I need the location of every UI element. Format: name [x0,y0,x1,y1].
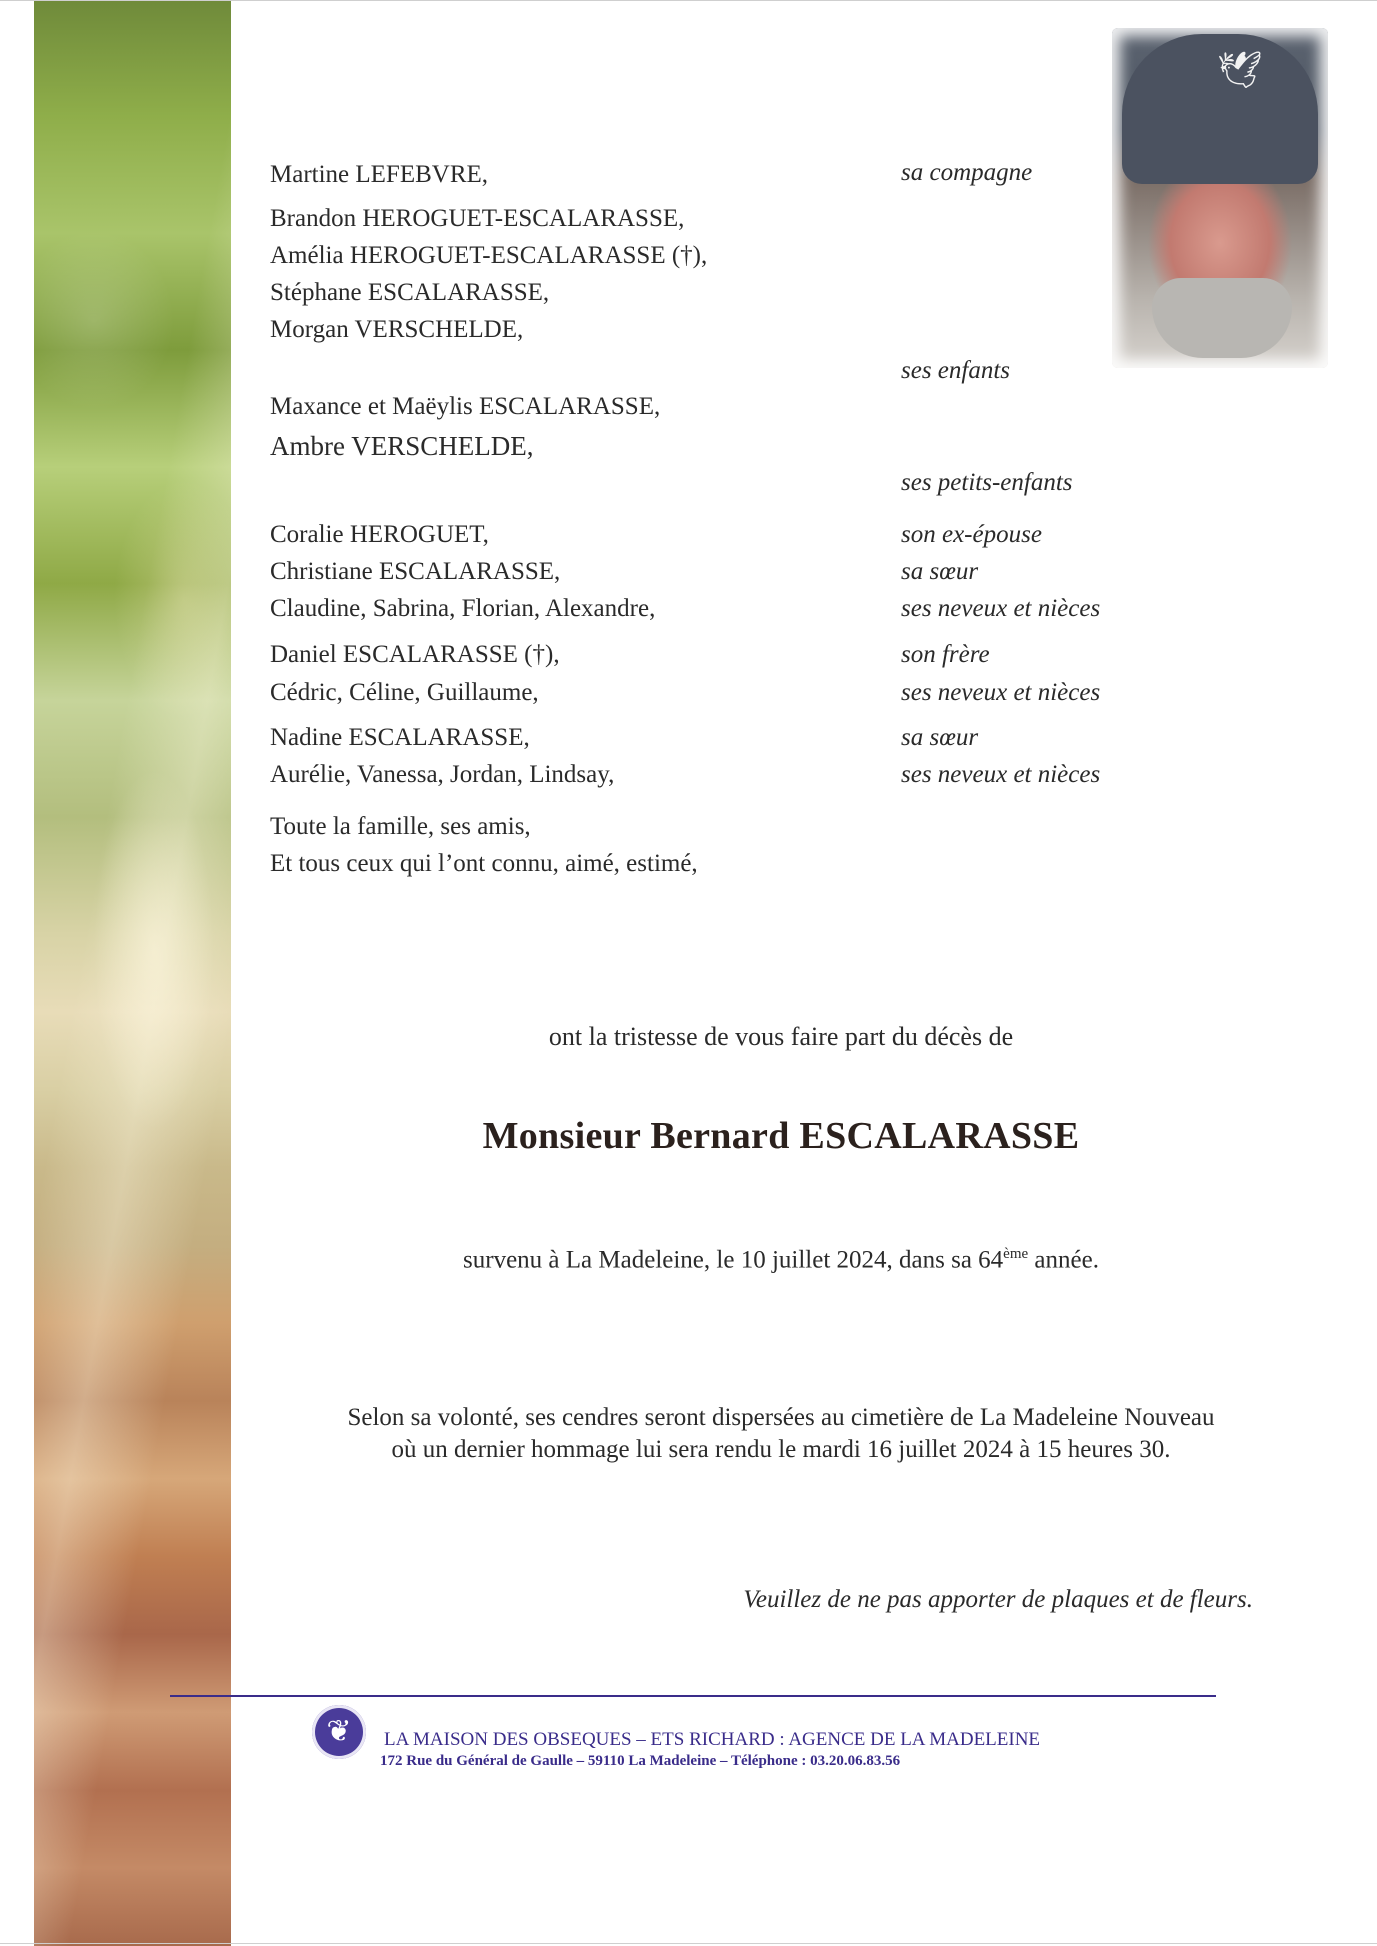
family-name-3: Amélia HEROGUET-ESCALARASSE (†), [270,242,708,269]
death-details-text: survenu à La Madeleine, le 10 juillet 2024, dans sa 64 [463,1246,1004,1274]
family-line-all: Et tous ceux qui l’ont connu, aimé, estimé, [270,850,698,877]
top-edge-line [0,0,1377,1]
family-name-13: Nadine ESCALARASSE, [270,724,530,751]
announcement-text: ont la tristesse de vous faire part du décès de [548,1022,1014,1051]
family-name-12: Cédric, Céline, Guillaume, [270,679,539,706]
ceremony-text [231,1402,1331,1466]
family-name-2: Brandon HEROGUET-ESCALARASSE, [270,205,685,232]
tree-logo-icon: ❦ [312,1705,366,1759]
death-details-end: année. [1028,1246,1099,1274]
family-name-11: Daniel ESCALARASSE (†), [270,641,560,668]
relation-nephews-3: ses neveux et nièces [901,761,1101,788]
relation-sister-1: sa sœur [901,558,979,585]
death-ordinal-suffix: ème [1003,1246,1029,1262]
relation-ex-wife: son ex-épouse [901,521,1042,548]
funeral-home-name: LA MAISON DES OBSEQUES – ETS RICHARD : AGENCE DE LA MADELEINE [384,1729,1041,1750]
footer-divider [170,1695,1216,1697]
family-name-14: Aurélie, Vanessa, Jordan, Lindsay, [270,761,615,788]
relation-grandchildren: ses petits-enfants [901,469,1073,496]
death-details [231,1246,1331,1274]
family-name-9: Christiane ESCALARASSE, [270,558,561,585]
funeral-home-address: 172 Rue du Général de Gaulle – 59110 La Madeleine – Téléphone : 03.20.06.83.56 [380,1753,901,1769]
ceremony-line-1: Selon sa volonté, ses cendres seront dispersées au cimetière de La Madeleine Nouveau [347,1404,1215,1431]
forest-decoration [34,0,231,1946]
relation-children: ses enfants [901,357,1011,384]
beard-shape [1152,278,1292,358]
flowers-request: Veuillez de ne pas apporter de plaques et de fleurs. [743,1586,1253,1613]
family-name-10: Claudine, Sabrina, Florian, Alexandre, [270,595,656,622]
family-name-7: Ambre VERSCHELDE, [270,431,534,461]
family-name-4: Stéphane ESCALARASSE, [270,279,550,306]
ceremony-line-2: où un dernier hommage lui sera rendu le mardi 16 juillet 2024 à 15 heures 30. [391,1436,1171,1463]
family-name-8: Coralie HEROGUET, [270,521,489,548]
family-line-friends: Toute la famille, ses amis, [270,813,531,840]
relation-sister-2: sa sœur [901,724,979,751]
bottom-edge-line [0,1943,1377,1944]
family-name-5: Morgan VERSCHELDE, [270,316,524,343]
relation-1: sa compagne [901,159,1033,186]
relation-nephews-1: ses neveux et nièces [901,595,1101,622]
family-name-1: Martine LEFEBVRE, [270,161,489,188]
relation-brother: son frère [901,641,990,668]
bird-emblem-icon: 🕊 [1217,50,1263,90]
family-name-6: Maxance et Maëylis ESCALARASSE, [270,393,661,420]
relation-nephews-2: ses neveux et nièces [901,679,1101,706]
portrait-photo [1112,28,1328,368]
deceased-name: Monsieur Bernard ESCALARASSE [482,1115,1080,1157]
